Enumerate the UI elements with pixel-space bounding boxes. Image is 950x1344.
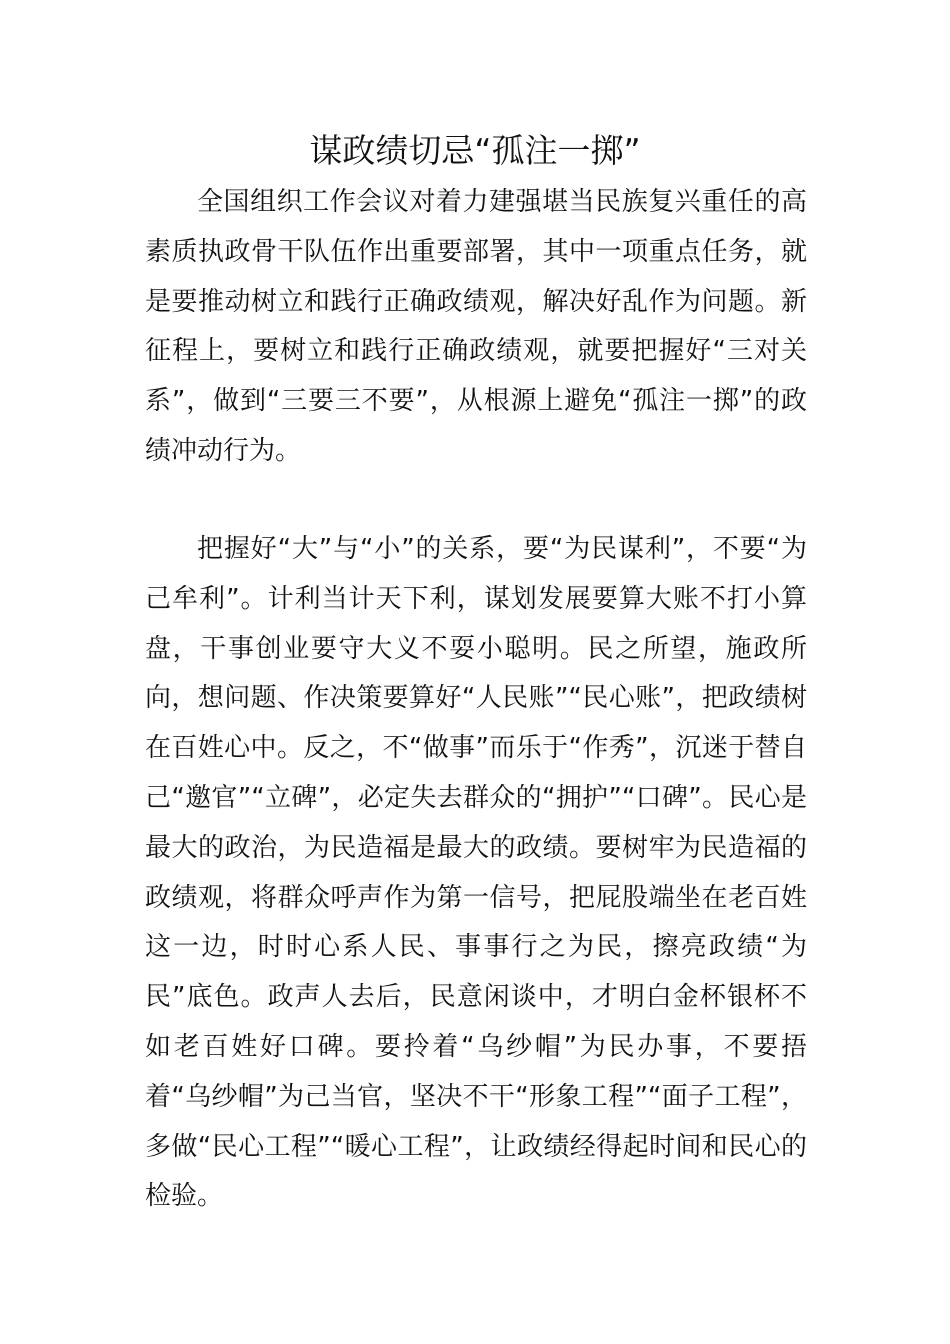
- paragraph-2: 把握好“大”与“小”的关系，要“为民谋利”，不要“为己牟利”。计利当计天下利，谋划发展要算大账不打小算盘，干事创业要守大义不耍小聪明。民之所望，施政所向，想问题、作决策要算好“人民账”“民心账”，把政绩树在百姓心中。反之，不“做事”而乐于“作秀”，沉迷于替自己“邀官”“立碑”，必定失去群众的“拥护”“口碑”。民心是最大的政治，为民造福是最大的政绩。要树牢为民造福的政绩观，将群众呼声作为第一信号，把屁股端坐在老百姓这一边，时时心系人民、事事行之为民，擦亮政绩“为民”底色。政声人去后，民意闲谈中，才明白金杯银杯不如老百姓好口碑。要拎着“乌纱帽”为民办事，不要捂着“乌纱帽”为己当官，坚决不干“形象工程”“面子工程”，多做“民心工程”“暖心工程”，让政绩经得起时间和民心的检验。: [145, 534, 807, 1212]
- paragraph-1: 全国组织工作会议对着力建强堪当民族复兴重任的高素质执政骨干队伍作出重要部署，其中一项重点任务，就是要推动树立和践行正确政绩观，解决好乱作为问题。新征程上，要树立和践行正确政绩观，就要把握好“三对关系”，做到“三要三不要”，从根源上避免“孤注一掷”的政绩冲动行为。: [145, 187, 807, 466]
- document-title: 谋政绩切忌“孤注一掷”: [309, 131, 641, 170]
